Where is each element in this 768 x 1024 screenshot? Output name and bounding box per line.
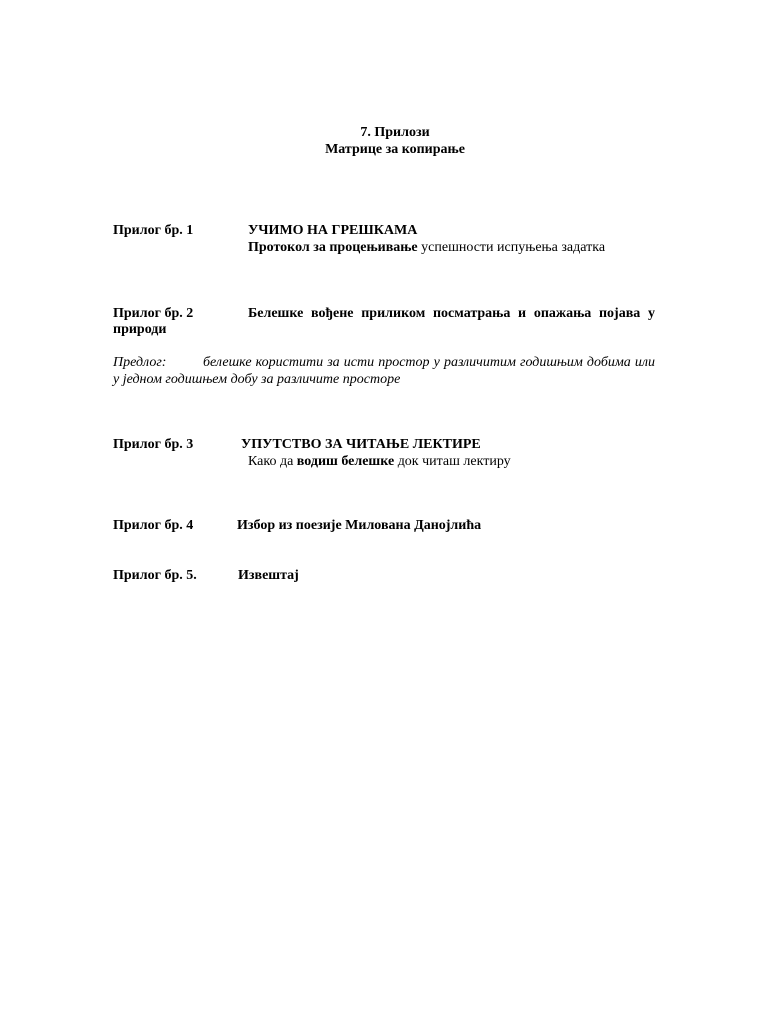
attachment-4-title: Избор из поезије Милована Данојлића bbox=[237, 518, 482, 533]
attachment-4-label: Прилог бр. 4 bbox=[113, 518, 194, 533]
attachment-2-title-line2: природи bbox=[113, 322, 167, 337]
document-heading bbox=[0, 124, 768, 158]
attachment-3-description bbox=[248, 453, 511, 470]
attachment-3-description-pre: Како да bbox=[248, 454, 297, 469]
attachment-5-title: Извештај bbox=[238, 568, 299, 583]
attachment-3-description-bold: водиш белешке bbox=[296, 454, 395, 469]
attachment-2-note-line2: у једном годишњем добу за различите просторе bbox=[113, 372, 401, 387]
attachment-2-note-label: Предлог: bbox=[113, 355, 167, 370]
attachment-5-label: Прилог бр. 5. bbox=[113, 568, 197, 583]
attachment-2-note-line1: белешке користити за исти простор у различитим годишњим добима или bbox=[203, 355, 655, 370]
section-subtitle: Матрице за копирање bbox=[325, 142, 465, 157]
attachment-1-description-bold: Протокол за процењивање bbox=[248, 240, 418, 255]
attachment-1-description bbox=[248, 239, 605, 256]
attachment-2-label: Прилог бр. 2 bbox=[113, 306, 194, 321]
attachment-3-description-post: док читаш лектиру bbox=[394, 454, 511, 469]
attachment-1-title: УЧИМО НА ГРЕШКАМА bbox=[248, 223, 418, 238]
attachment-1-description-rest: успешности испуњења задатка bbox=[417, 240, 606, 255]
section-title: 7. Прилози bbox=[360, 125, 430, 140]
attachment-3-title: УПУТСТВО ЗА ЧИТАЊЕ ЛЕКТИРЕ bbox=[241, 437, 481, 452]
attachment-2-title-line1: Белешке вођене приликом посматрања и опажања појава у bbox=[248, 306, 655, 321]
attachment-3-label: Прилог бр. 3 bbox=[113, 437, 194, 452]
attachment-1-label: Прилог бр. 1 bbox=[113, 223, 194, 238]
